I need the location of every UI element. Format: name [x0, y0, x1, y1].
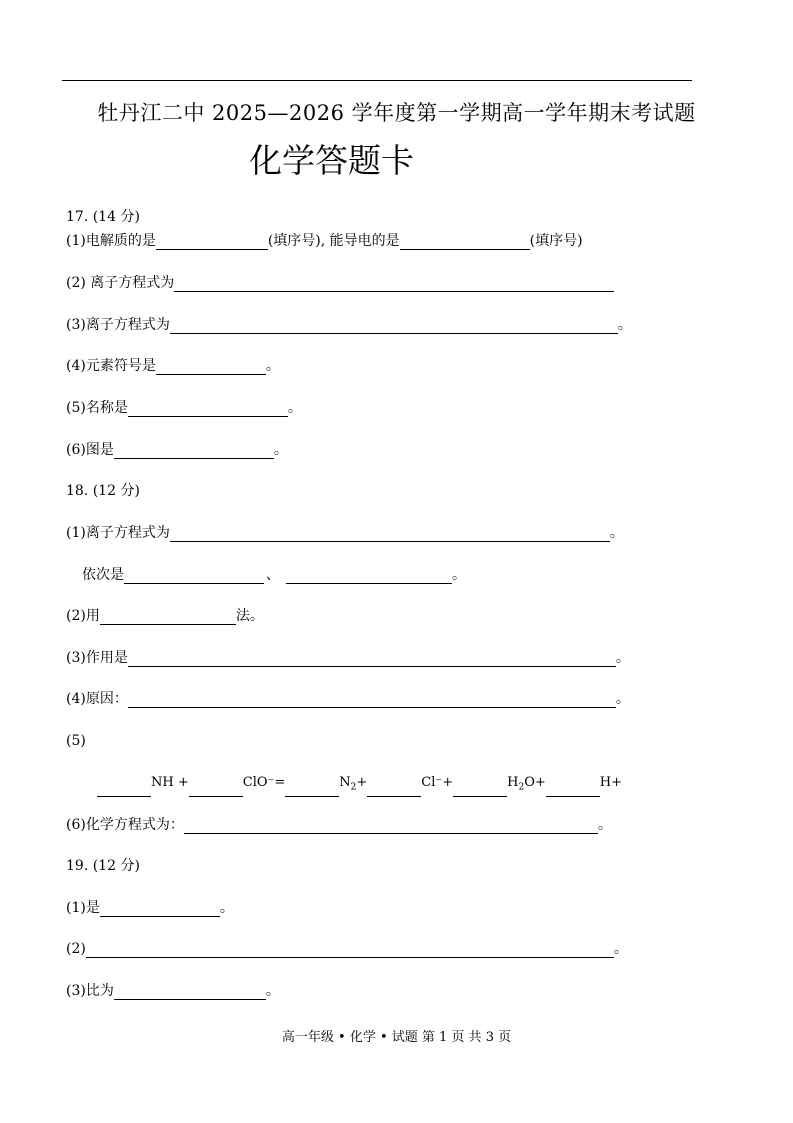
period: 。: [273, 442, 288, 458]
period: 。: [615, 650, 630, 666]
answer-blank[interactable]: [286, 569, 452, 584]
period: 。: [265, 358, 280, 374]
q18-p3-label: (3)作用是: [66, 650, 128, 666]
q18-p1-label: (1)离子方程式为: [66, 525, 170, 541]
q18-part6: [66, 816, 612, 834]
q17-p2-label: (2) 离子方程式为: [66, 275, 175, 291]
q18-p4-label: (4)原因：: [66, 691, 128, 707]
coefficient-blank[interactable]: [367, 782, 421, 797]
q18-heading: 18. (12 分): [66, 483, 140, 499]
answer-blank[interactable]: [156, 235, 268, 250]
period: 。: [265, 983, 280, 999]
q18-p1b-label: 依次是: [82, 567, 124, 583]
q19-p3-label: (3)比为: [66, 983, 114, 999]
answer-blank[interactable]: [128, 652, 616, 667]
period: 。: [219, 900, 234, 916]
answer-blank[interactable]: [156, 360, 266, 375]
answer-blank[interactable]: [86, 943, 614, 958]
q17-p4-label: (4)元素符号是: [66, 358, 156, 374]
answer-blank[interactable]: [128, 693, 616, 708]
q17-p5-label: (5)名称是: [66, 400, 128, 416]
eq-term-clo: ClO⁻=: [242, 775, 286, 790]
q19-p1-label: (1)是: [66, 900, 100, 916]
period: 。: [609, 525, 624, 541]
q17-p1-tail: (填序号): [529, 233, 583, 249]
q18-equation: [97, 774, 622, 797]
period: 。: [287, 400, 302, 416]
q17-heading: 17. (14 分): [66, 209, 140, 225]
answer-blank[interactable]: [124, 569, 264, 584]
q17-p1-mid: (填序号), 能导电的是: [267, 233, 400, 249]
period: 。: [597, 817, 612, 833]
q18-part5-label: (5): [66, 733, 86, 749]
period: 。: [615, 691, 630, 707]
q19-heading: 19. (12 分): [66, 858, 140, 874]
q18-p2-tail: 法。: [235, 608, 264, 624]
eq-term-h2o: $H_2O+$: [507, 775, 546, 793]
answer-blank[interactable]: [184, 819, 598, 834]
eq-term-h: H+: [599, 775, 623, 790]
q19-part3: [66, 982, 280, 1000]
answer-blank[interactable]: [100, 610, 236, 625]
exam-title: 牡丹江二中 2025—2026 学年度第一学期高一学年期末考试题: [97, 101, 696, 125]
answer-blank[interactable]: [100, 902, 220, 917]
answer-blank[interactable]: [400, 235, 530, 250]
eq-term-cl: Cl⁻+: [421, 775, 454, 790]
q17-p6-label: (6)图是: [66, 442, 114, 458]
q17-part6: [66, 441, 288, 459]
q19-part1: [66, 899, 234, 917]
answer-blank[interactable]: [170, 319, 618, 334]
q18-part1: [66, 524, 624, 542]
answer-sheet-title: 化学答题卡: [249, 141, 414, 180]
coefficient-blank[interactable]: [453, 782, 507, 797]
answer-blank[interactable]: [114, 985, 266, 1000]
q19-part2: [66, 940, 628, 958]
q17-part5: [66, 399, 302, 417]
q17-part1: [66, 232, 583, 250]
eq-term-nh: NH +: [151, 775, 189, 790]
answer-blank[interactable]: [128, 402, 288, 417]
answer-blank[interactable]: [174, 277, 614, 292]
coefficient-blank[interactable]: [546, 782, 600, 797]
period: 。: [617, 317, 632, 333]
coefficient-blank[interactable]: [189, 782, 243, 797]
q17-p3-label: (3)离子方程式为: [66, 317, 170, 333]
q17-part2: [66, 274, 614, 292]
q18-part4: [66, 690, 630, 708]
q17-part3: [66, 316, 632, 334]
period: 。: [452, 567, 466, 583]
q18-p6-label: (6)化学方程式为：: [66, 817, 184, 833]
coefficient-blank[interactable]: [285, 782, 339, 797]
page-footer: 高一年级 • 化学 • 试题 第 1 页 共 3 页: [281, 1030, 512, 1045]
q18-part2: [66, 607, 264, 625]
q18-p2-label: (2)用: [66, 608, 100, 624]
q18-part1b: [82, 566, 466, 584]
period: 。: [613, 941, 628, 957]
q17-part4: [66, 357, 280, 375]
coefficient-blank[interactable]: [97, 782, 151, 797]
q19-p2-label: (2): [66, 941, 86, 957]
q18-part3: [66, 649, 630, 667]
q17-p1-label: (1)电解质的是: [66, 233, 156, 249]
top-rule: [62, 80, 692, 81]
answer-blank[interactable]: [114, 444, 274, 459]
answer-blank[interactable]: [170, 527, 610, 542]
separator: 、: [266, 567, 280, 583]
eq-term-n2: $N_2+$: [339, 775, 368, 793]
